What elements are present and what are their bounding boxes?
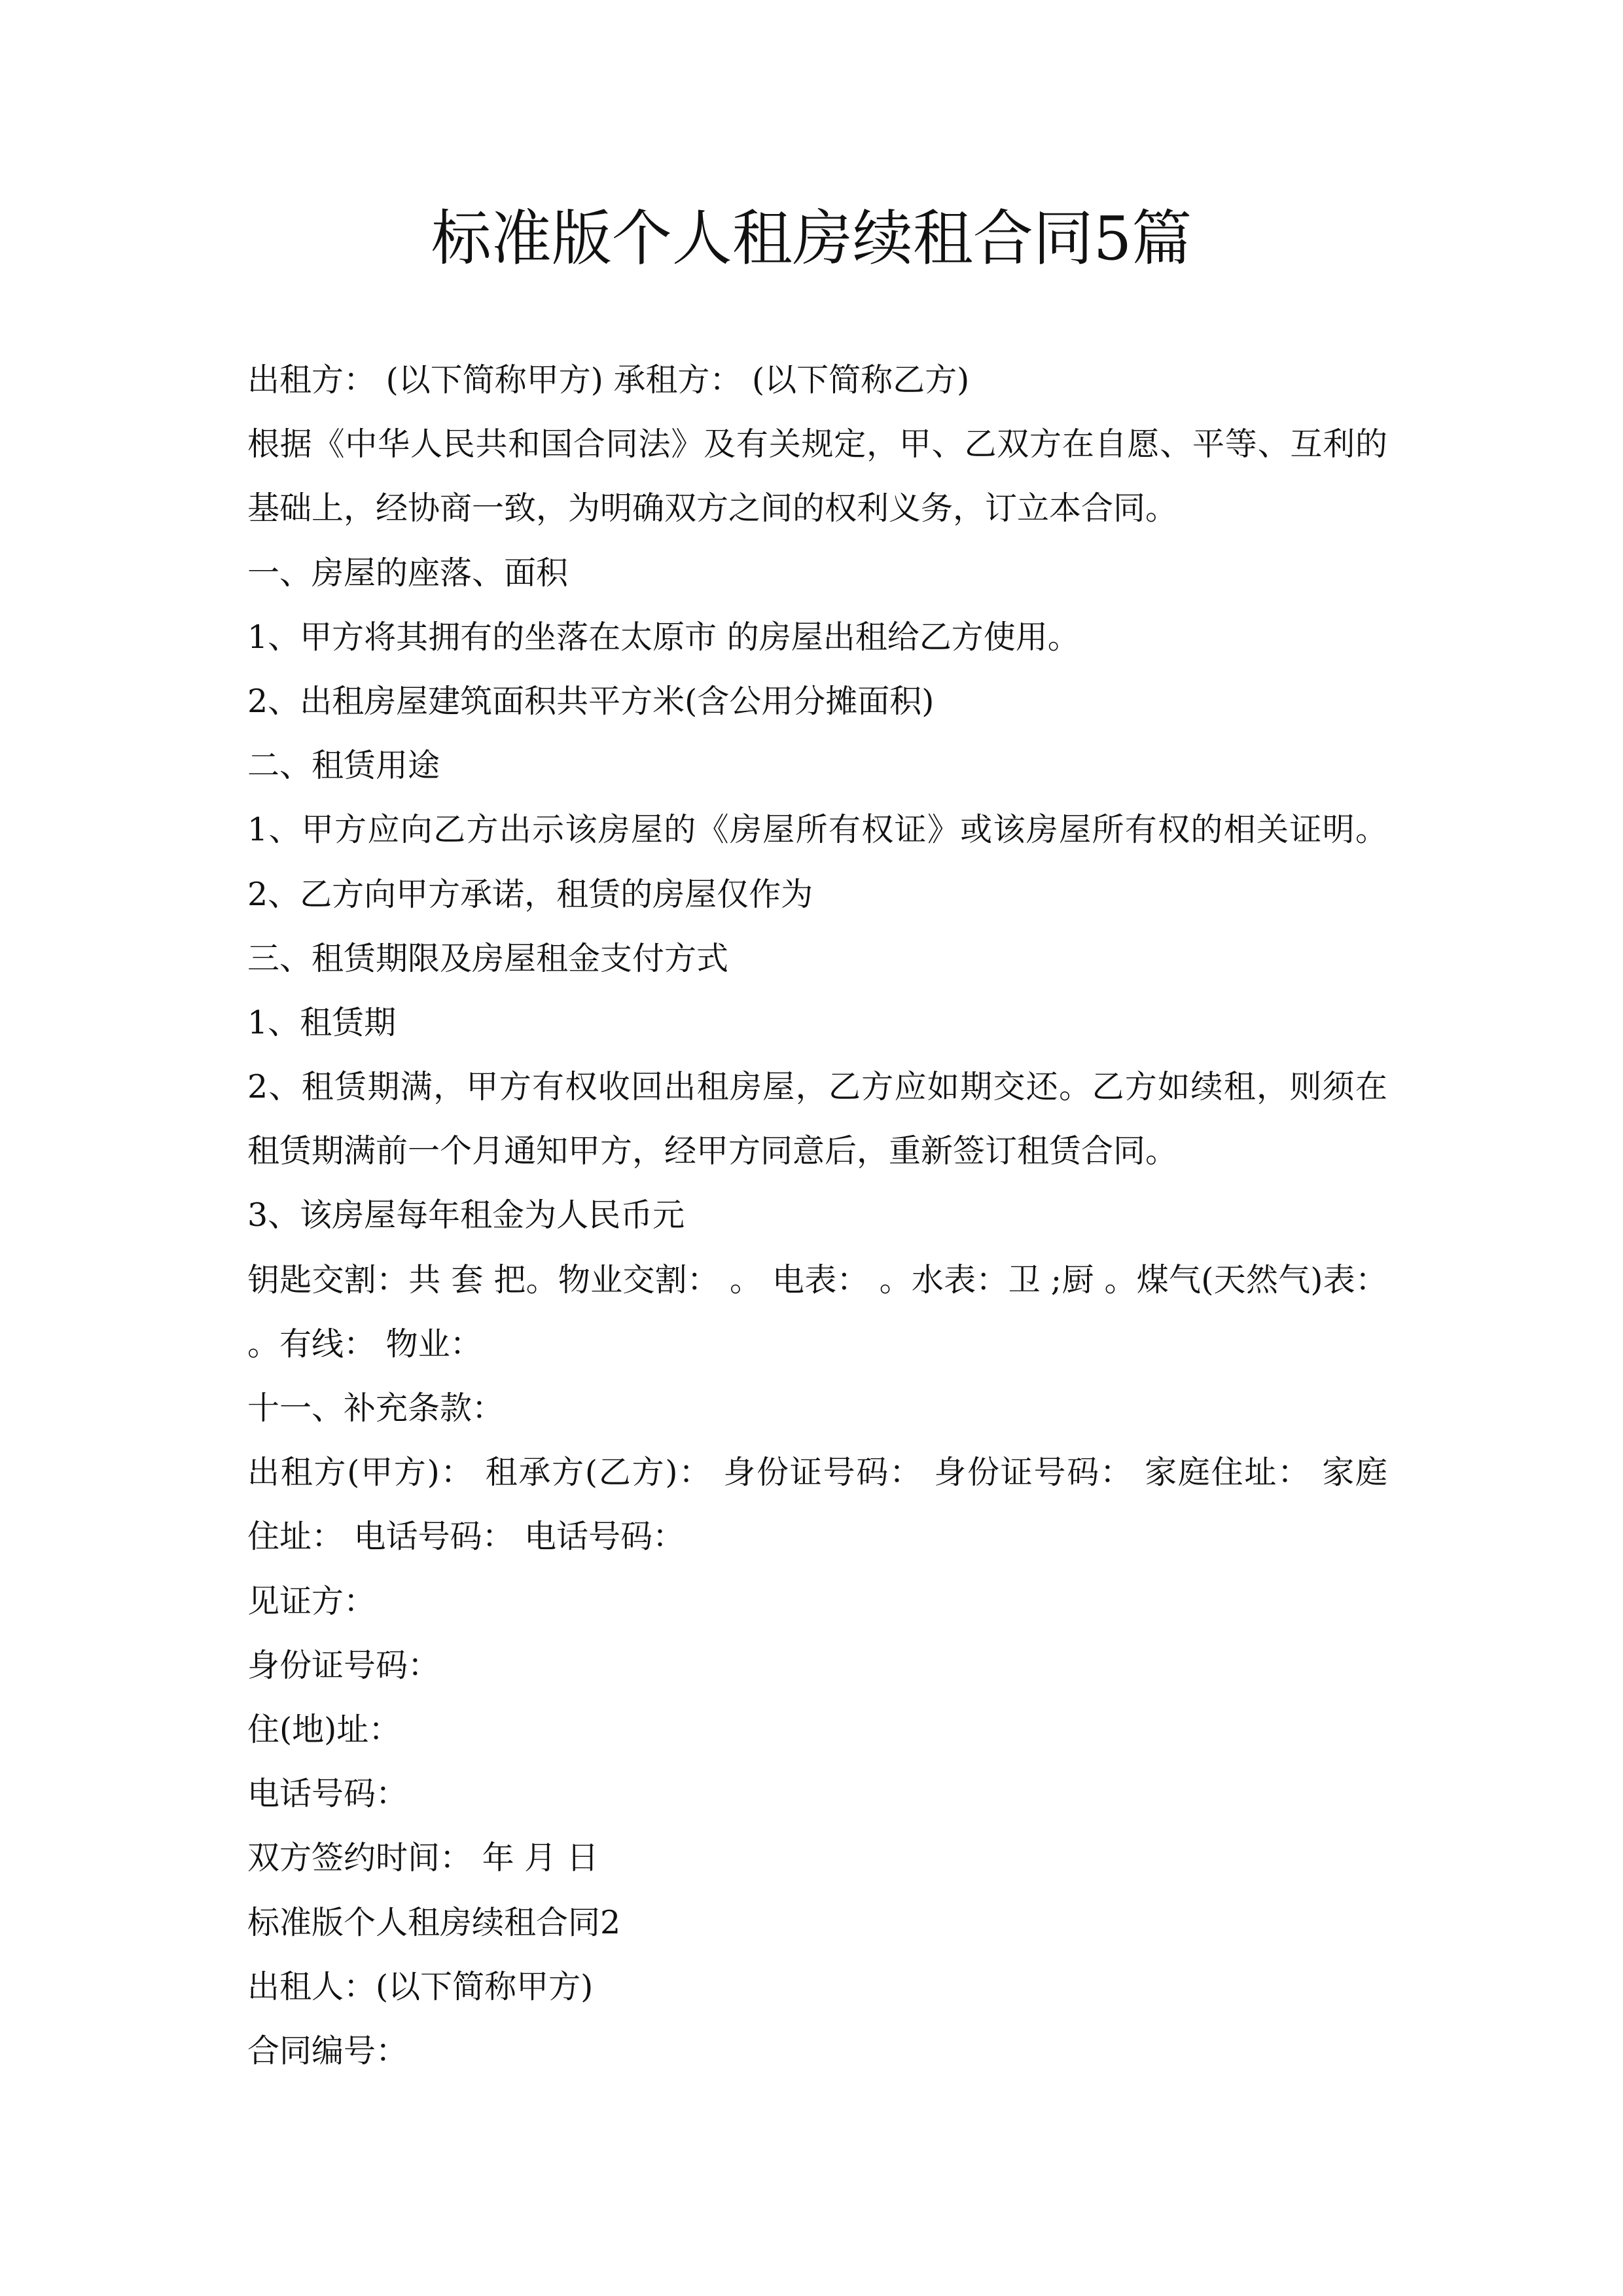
- text-line: 2、乙方向甲方承诺，租赁的房屋仅作为: [247, 875, 813, 913]
- text-line: 标准版个人租房续租合同2: [247, 1903, 621, 1941]
- text-line: 电话号码：: [247, 1775, 408, 1813]
- text-line: 租赁期满前一个月通知甲方，经甲方同意后，重新签订租赁合同。: [247, 1132, 1178, 1170]
- text-line: 根据《中华人民共和国合同法》及有关规定，甲、乙双方在自愿、平等、互利的: [247, 425, 1387, 463]
- text-line: 身份证号码：: [247, 1646, 440, 1684]
- text-line: 三、租赁期限及房屋租金支付方式: [247, 939, 729, 977]
- text-line: 基础上，经协商一致，为明确双方之间的权利义务，订立本合同。: [247, 490, 1178, 528]
- text-line: 二、租赁用途: [247, 747, 440, 785]
- text-line: 双方签约时间： 年 月 日: [247, 1839, 599, 1877]
- text-line: 住址： 电话号码： 电话号码：: [247, 1518, 685, 1556]
- text-line: 钥匙交割：共 套 把。物业交割： 。 电表： 。水表：卫 ;厨 。煤气(天然气)表：: [247, 1261, 1387, 1299]
- text-line: 1、甲方应向乙方出示该房屋的《房屋所有权证》或该房屋所有权的相关证明。: [247, 811, 1387, 849]
- text-line: 见证方：: [247, 1582, 376, 1620]
- text-line: 2、出租房屋建筑面积共平方米(含公用分摊面积): [247, 682, 935, 720]
- text-line: 1、租赁期: [247, 1003, 397, 1041]
- text-line: 3、该房屋每年租金为人民币元: [247, 1196, 685, 1234]
- document-body: [247, 348, 1387, 2083]
- text-line: 住(地)址：: [247, 1710, 401, 1748]
- text-line: 2、租赁期满，甲方有权收回出租房屋，乙方应如期交还。乙方如续租，则须在: [247, 1068, 1387, 1106]
- text-line: 出租方： (以下简称甲方) 承租方： (以下简称乙方): [247, 361, 970, 399]
- text-line: 1、甲方将其拥有的坐落在太原市 的房屋出租给乙方使用。: [247, 618, 1080, 656]
- text-line: 一、房屋的座落、面积: [247, 554, 569, 592]
- text-line: 合同编号：: [247, 2032, 408, 2070]
- text-line: 十一、补充条款：: [247, 1390, 505, 1427]
- text-line: 出租方(甲方)： 租承方(乙方)： 身份证号码： 身份证号码： 家庭住址： 家庭: [247, 1454, 1387, 1492]
- text-line: 出租人：(以下简称甲方): [247, 1967, 594, 2005]
- text-line: 。有线： 物业：: [247, 1325, 482, 1363]
- document-title: 标准版个人租房续租合同5篇: [431, 204, 1192, 274]
